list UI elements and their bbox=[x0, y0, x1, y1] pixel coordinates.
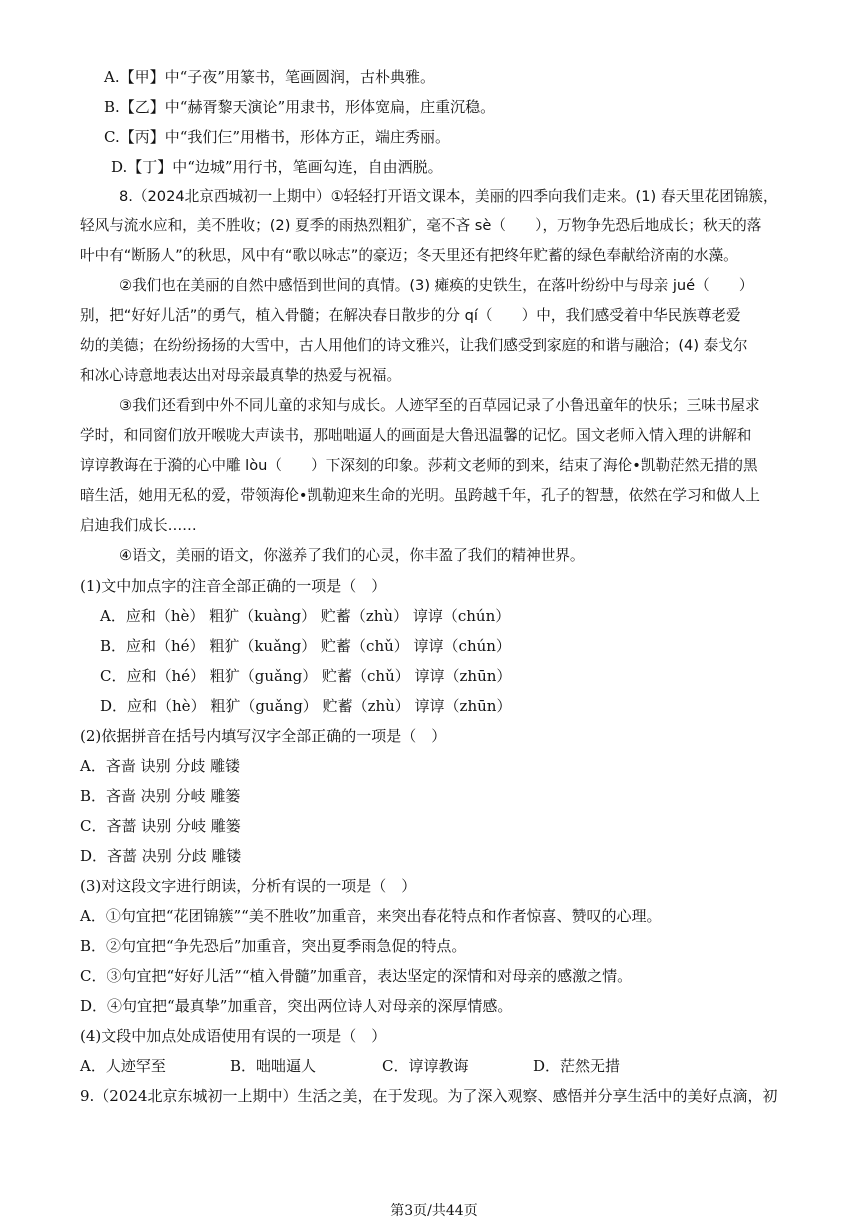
q8-sub4-option-a: A．人迹罕至 bbox=[80, 1057, 166, 1075]
q8-sub4-stem: (4)文段中加点处成语使用有误的一项是（ ） bbox=[80, 1027, 387, 1045]
q8-sub2-option-c: C．吝蔷 诀别 分岐 雕篓 bbox=[80, 817, 241, 835]
q8-sub3-option-b: B．②句宜把“争先恐后”加重音，突出夏季雨急促的特点。 bbox=[80, 937, 467, 955]
q8-passage-line-2: 轻风与流水应和，美不胜收；(2) 夏季的雨热烈粗犷，毫不吝 sè（ ），万物争先恐后地成长；秋天的落 bbox=[80, 217, 762, 234]
q8-sub1-option-b: B．应和（hé） 粗犷（kuǎng） 贮蓄（chǔ） 谆谆（chún） bbox=[100, 637, 511, 655]
q8-passage-line-1: 8.（2024北京西城初一上期中）①轻轻打开语文课本，美丽的四季向我们走来。(1) 春天里花团锦簇， bbox=[119, 188, 778, 205]
q8-sub1-option-a: A．应和（hè） 粗犷（kuàng） 贮蓄（zhù） 谆谆（chún） bbox=[100, 607, 511, 625]
q8-sub2-option-d: D．吝蔷 决别 分歧 雕镂 bbox=[80, 847, 242, 865]
q8-passage-line-4: ②我们也在美丽的自然中感悟到世间的真情。(3) 瘫痪的史铁生，在落叶纷纷中与母亲 jué（ ） bbox=[119, 277, 754, 294]
q8-passage-line-6: 幼的美德；在纷纷扬扬的大雪中，古人用他们的诗文雅兴，让我们感受到家庭的和谐与融洽；(4) 泰戈尔 bbox=[80, 337, 748, 354]
q8-sub3-option-c: C．③句宜把“好好儿活”“植入骨髓”加重音，表达坚定的深情和对母亲的感激之情。 bbox=[80, 967, 633, 985]
option-b-yi: B.【乙】中“赫胥黎天演论”用隶书，形体宽扁，庄重沉稳。 bbox=[104, 98, 496, 116]
option-c-bing: C.【丙】中“我们仨”用楷书，形体方正，端庄秀丽。 bbox=[104, 128, 451, 146]
page-number-footer: 第3页/共44页 bbox=[390, 1203, 478, 1219]
q8-passage-line-8: ③我们还看到中外不同儿童的求知与成长。人迹罕至的百草园记录了小鲁迅童年的快乐；三味书屋求 bbox=[119, 397, 760, 414]
q8-passage-line-9: 学时，和同窗们放开喉咙大声读书，那咄咄逼人的画面是大鲁迅温馨的记忆。国文老师入情入理的讲解和 bbox=[80, 427, 752, 444]
q8-passage-line-12: 启迪我们成长…… bbox=[80, 517, 197, 534]
q8-sub4-option-b: B．咄咄逼人 bbox=[230, 1057, 317, 1075]
q8-passage-line-13: ④语文，美丽的语文，你滋养了我们的心灵，你丰盈了我们的精神世界。 bbox=[119, 547, 585, 564]
q8-sub4-option-d: D．茫然无措 bbox=[533, 1057, 621, 1075]
q8-passage-line-3: 叶中有“断肠人”的秋思，风中有“歌以咏志”的豪迈；冬天里还有把终年贮蓄的绿色奉献给济南的水藻。 bbox=[80, 247, 738, 264]
q8-sub1-stem: (1)文中加点字的注音全部正确的一项是（ ） bbox=[80, 577, 387, 595]
q8-sub1-option-d: D．应和（hè） 粗犷（guǎng） 贮蓄（zhù） 谆谆（zhūn） bbox=[100, 697, 512, 715]
q8-passage-line-10: 谆谆教诲在于漪的心中雕 lòu（ ）下深刻的印象。莎莉文老师的到来，结束了海伦•凯勒茫然无措的黑 bbox=[80, 457, 758, 474]
q8-sub3-option-a: A．①句宜把“花团锦簇”“美不胜收”加重音，来突出春花特点和作者惊喜、赞叹的心理。 bbox=[80, 907, 662, 925]
option-d-ding: D.【丁】中“边城”用行书，笔画勾连，自由洒脱。 bbox=[111, 158, 443, 176]
q8-passage-line-7: 和冰心诗意地表达出对母亲最真挚的热爱与祝福。 bbox=[80, 367, 402, 384]
q8-sub1-option-c: C．应和（hé） 粗犷（guǎng） 贮蓄（chǔ） 谆谆（zhūn） bbox=[100, 667, 512, 685]
option-a-jia: A.【甲】中“子夜”用篆书，笔画圆润，古朴典雅。 bbox=[104, 68, 435, 86]
q8-passage-line-5: 别，把“好好儿活”的勇气，植入骨髓；在解决春日散步的分 qí（ ）中，我们感受着中华民族尊老爱 bbox=[80, 307, 741, 324]
q8-passage-line-11: 暗生活，她用无私的爱，带领海伦•凯勒迎来生命的光明。虽跨越千年，孔子的智慧，依然在学习和做人上 bbox=[80, 487, 760, 504]
q8-sub4-option-c: C．谆谆教诲 bbox=[382, 1057, 469, 1075]
q9-stem: 9.（2024北京东城初一上期中）生活之美，在于发现。为了深入观察、感悟并分享生活中的美好点滴，初 bbox=[80, 1087, 778, 1105]
q8-sub2-option-b: B．吝啬 决别 分岐 雕篓 bbox=[80, 787, 241, 805]
q8-sub3-option-d: D．④句宜把“最真挚”加重音，突出两位诗人对母亲的深厚情感。 bbox=[80, 997, 513, 1015]
q8-sub3-stem: (3)对这段文字进行朗读，分析有误的一项是（ ） bbox=[80, 877, 417, 895]
q8-sub2-option-a: A．吝啬 诀别 分歧 雕镂 bbox=[80, 757, 241, 775]
q8-sub2-stem: (2)依据拼音在括号内填写汉字全部正确的一项是（ ） bbox=[80, 727, 447, 745]
